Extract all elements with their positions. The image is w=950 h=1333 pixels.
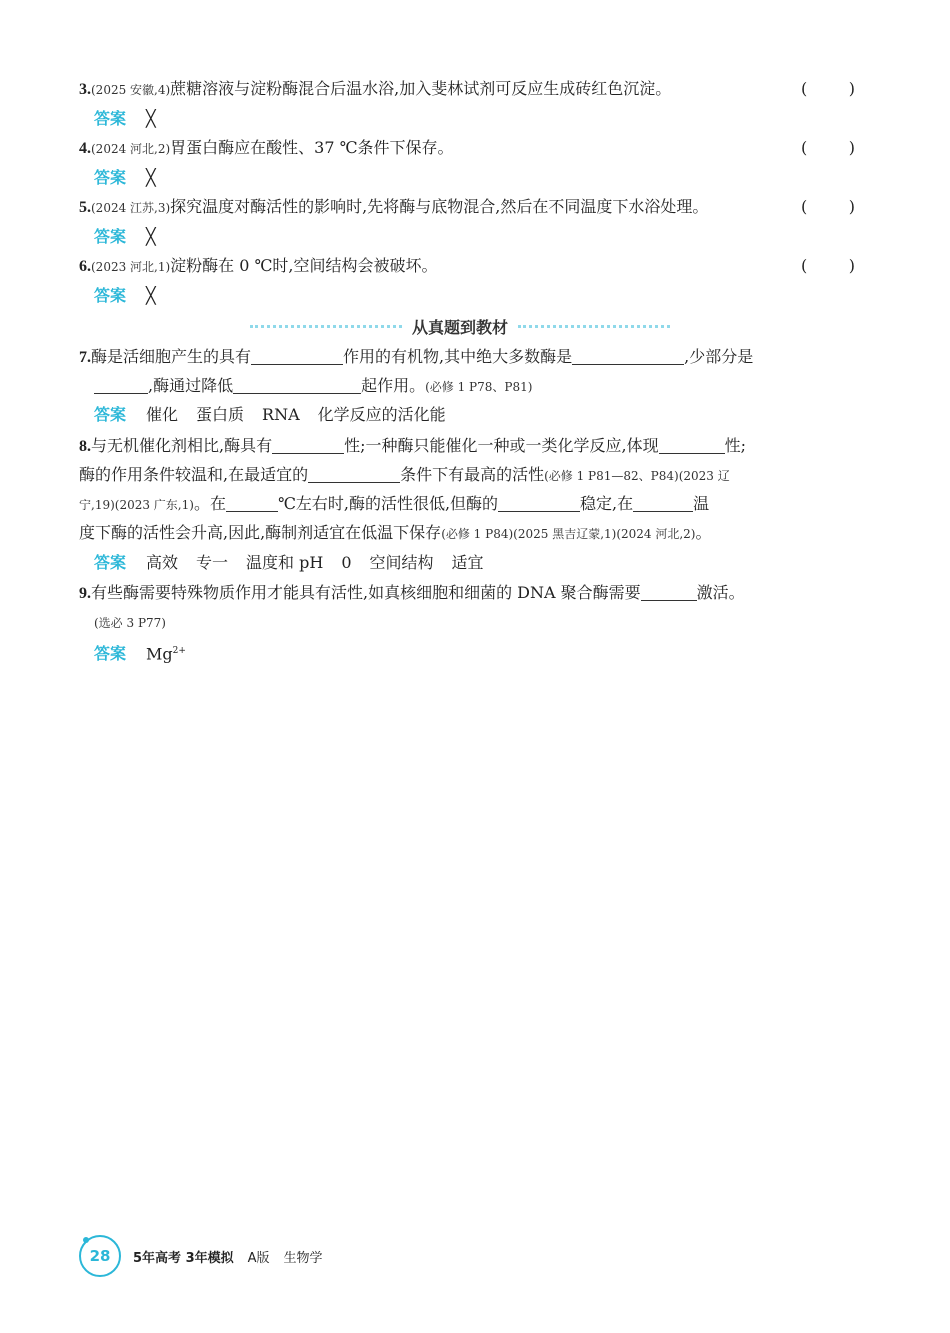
fill-blank — [226, 495, 278, 512]
question-source: (必修 1 P84)(2025 黑吉辽蒙,1)(2024 河北,2) — [441, 527, 696, 541]
page-footer — [79, 1236, 323, 1276]
fill-blank — [641, 584, 697, 601]
question-number: 8. — [79, 438, 91, 455]
question-4 — [79, 133, 855, 164]
question-source: (2024 河北,2) — [91, 142, 171, 156]
question-number: 9. — [79, 585, 91, 602]
dotted-divider-right — [518, 325, 670, 328]
question-source: (2025 安徽,4) — [91, 83, 171, 97]
question-number: 5. — [79, 199, 91, 216]
answer-parentheses: ( ) — [801, 138, 855, 157]
answer-row-7 — [94, 402, 464, 428]
answer-label: 答案 — [94, 109, 127, 128]
answer-superscript: 2+ — [172, 646, 186, 656]
dotted-divider-left — [250, 325, 402, 328]
answer-row-4 — [94, 165, 156, 191]
question-source: (选必 3 P77) — [94, 616, 166, 630]
answer-parentheses: ( ) — [801, 197, 855, 216]
answer-label: 答案 — [94, 286, 127, 305]
question-text: 探究温度对酶活性的影响时,先将酶与底物混合,然后在不同温度下水浴处理。 — [170, 197, 709, 216]
answer-value: 化学反应的活化能 — [317, 405, 446, 424]
question-7-line-2: ,酶通过降低 起作用。(必修 1 P78、P81) — [94, 371, 532, 402]
fill-blank — [308, 466, 400, 483]
question-8-line-3: 宁,19)(2023 广东,1)。在 ℃左右时,酶的活性很低,但酶的 稳定,在 温 — [79, 494, 710, 513]
wrong-mark-icon: ╳ — [146, 227, 156, 246]
answer-value: 催化 — [146, 405, 179, 424]
fill-blank — [94, 377, 148, 394]
answer-value: 空间结构 — [369, 553, 434, 572]
question-source: (必修 1 P78、P81) — [425, 380, 533, 394]
question-source: (2023 河北,1) — [91, 260, 171, 274]
answer-value: 高效 — [146, 553, 179, 572]
answer-parentheses: ( ) — [801, 79, 855, 98]
question-5 — [79, 192, 855, 223]
answer-value: 0 — [341, 553, 352, 572]
question-8: 8.与无机催化剂相比,酶具有 性;一种酶只能催化一种或一类化学反应,体现 性; — [79, 436, 746, 455]
answer-value: 蛋白质 — [196, 405, 245, 424]
fill-blank — [233, 377, 361, 394]
question-8-line-2: 酶的作用条件较温和,在最适宜的 条件下有最高的活性(必修 1 P81—82、P84)(2023 辽 — [79, 465, 730, 484]
wrong-mark-icon: ╳ — [146, 286, 156, 305]
fill-blank — [659, 437, 725, 454]
question-source: 宁,19)(2023 广东,1) — [79, 498, 194, 512]
answer-label: 答案 — [94, 168, 127, 187]
answer-value: RNA — [262, 405, 300, 424]
answer-label: 答案 — [94, 553, 127, 572]
question-6 — [79, 251, 855, 282]
answer-row-6 — [94, 283, 156, 309]
question-text: 淀粉酶在 0 ℃时,空间结构会被破坏。 — [170, 256, 438, 275]
question-9-line-2 — [94, 607, 166, 638]
answer-row-5 — [94, 224, 156, 250]
question-number: 4. — [79, 140, 91, 157]
question-number: 3. — [79, 81, 91, 98]
answer-row-8 — [94, 550, 502, 576]
fill-blank — [272, 437, 344, 454]
answer-value: 温度和 pH — [246, 553, 324, 572]
badge-dot-icon — [83, 1237, 89, 1243]
book-title: 5年高考 3年模拟 — [133, 1250, 234, 1266]
answer-label: 答案 — [94, 405, 127, 424]
question-source: (2024 江苏,3) — [91, 201, 171, 215]
question-9: 9.有些酶需要特殊物质作用才能具有活性,如真核细胞和细菌的 DNA 聚合酶需要 激活。 — [79, 583, 745, 602]
book-edition: A版 — [247, 1250, 270, 1266]
wrong-mark-icon: ╳ — [146, 168, 156, 187]
answer-value: 适宜 — [451, 553, 484, 572]
book-subject: 生物学 — [283, 1250, 323, 1266]
answer-row-3 — [94, 106, 156, 132]
question-number: 6. — [79, 258, 91, 275]
question-text: 胃蛋白酶应在酸性、37 ℃条件下保存。 — [170, 138, 454, 157]
answer-value: 专一 — [196, 553, 229, 572]
section-title-text: 从真题到教材 — [412, 317, 509, 337]
question-source: (必修 1 P81—82、P84)(2023 辽 — [544, 469, 730, 483]
question-number: 7. — [79, 349, 91, 366]
fill-blank — [251, 348, 343, 365]
question-7: 7.酶是活细胞产生的具有 作用的有机物,其中绝大多数酶是 ,少部分是 — [79, 347, 754, 366]
fill-blank — [572, 348, 684, 365]
question-3 — [79, 74, 855, 105]
question-8-line-4: 度下酶的活性会升高,因此,酶制剂适宜在低温下保存(必修 1 P84)(2025 黑吉辽蒙,1)(2024 河北,2)。 — [79, 523, 712, 542]
page-number-badge — [79, 1235, 121, 1277]
fill-blank — [498, 495, 580, 512]
section-title — [250, 313, 670, 339]
wrong-mark-icon: ╳ — [146, 109, 156, 128]
answer-row-9 — [94, 638, 186, 667]
page-number: 28 — [89, 1247, 111, 1265]
answer-label: 答案 — [94, 644, 127, 664]
answer-value: Mg — [146, 644, 173, 664]
answer-label: 答案 — [94, 227, 127, 246]
answer-parentheses: ( ) — [801, 256, 855, 275]
fill-blank — [633, 495, 693, 512]
question-text: 蔗糖溶液与淀粉酶混合后温水浴,加入斐林试剂可反应生成砖红色沉淀。 — [170, 79, 672, 98]
